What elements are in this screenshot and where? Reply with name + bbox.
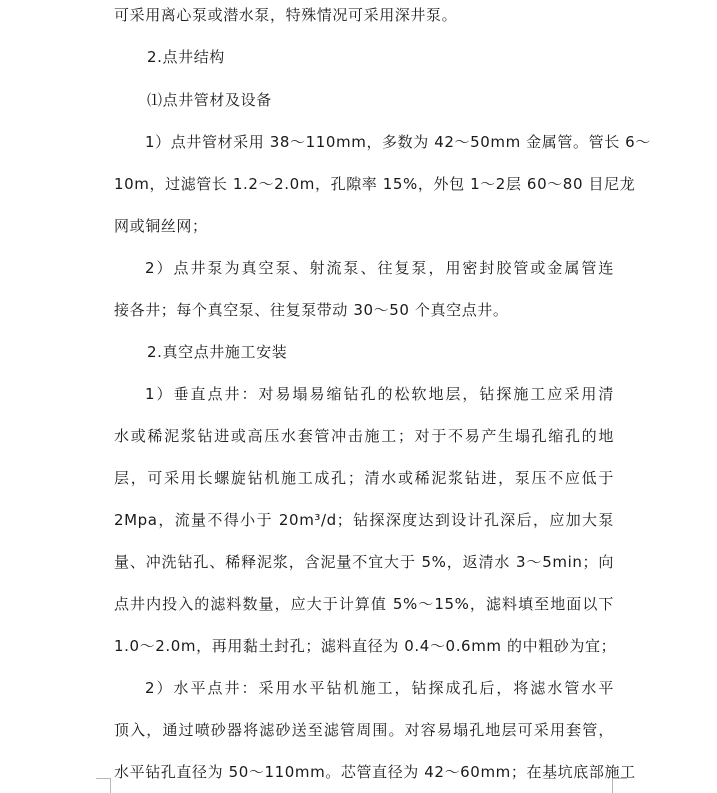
paragraph-line: 水平钻孔直径为 50～110mm。芯管直径为 42～60mm；在基坑底部施工 [114,763,636,781]
paragraph-line: 2）点井泵为真空泵、射流泵、往复泵，用密封胶管或金属管连 [145,259,614,277]
paragraph-line: 网或铜丝网； [114,217,208,235]
paragraph-line: 2）水平点井：采用水平钻机施工，钻探成孔后，将滤水管水平 [145,679,614,697]
paragraph-line: 水或稀泥浆钻进或高压水套管冲击施工；对于不易产生塌孔缩孔的地 [114,427,614,445]
paragraph-line: 顶入，通过喷砂器将滤砂送至滤管周围。对容易塌孔地层可采用套管， [114,721,614,739]
paragraph-line: 10m，过滤管长 1.2～2.0m，孔隙率 15%，外包 1～2层 60～80 目尼龙 [114,175,636,193]
page-corner-mark-right [612,778,627,793]
section-heading: 2.点井结构 [147,48,225,66]
paragraph-line: 1）点井管材采用 38～110mm，多数为 42～50mm 金属管。管长 6～ [145,133,651,151]
paragraph-line: 可采用离心泵或潜水泵，特殊情况可采用深井泵。 [114,6,458,24]
paragraph-line: 量、冲洗钻孔、稀释泥浆，含泥量不宜大于 5%，返清水 3～5min；向 [114,553,614,571]
page-corner-mark-left [96,778,111,793]
paragraph-line: 层，可采用长螺旋钻机施工成孔；清水或稀泥浆钻进，泵压不应低于 [114,469,614,487]
paragraph-line: 2Mpa，流量不得小于 20m³/d；钻探深度达到设计孔深后，应加大泵 [114,511,614,529]
section-heading: 2.真空点井施工安装 [147,343,288,361]
paragraph-line: 接各井；每个真空泵、往复泵带动 30～50 个真空点井。 [114,301,509,319]
paragraph-line: 1.0～2.0m，再用黏土封孔；滤料直径为 0.4～0.6mm 的中粗砂为宜； [114,637,617,655]
paragraph-line: 1）垂直点井：对易塌易缩钻孔的松软地层，钻探施工应采用清 [145,385,614,403]
paragraph-line: 点井内投入的滤料数量，应大于计算值 5%～15%，滤料填至地面以下 [114,595,614,613]
subsection-heading: ⑴点井管材及设备 [147,91,272,109]
